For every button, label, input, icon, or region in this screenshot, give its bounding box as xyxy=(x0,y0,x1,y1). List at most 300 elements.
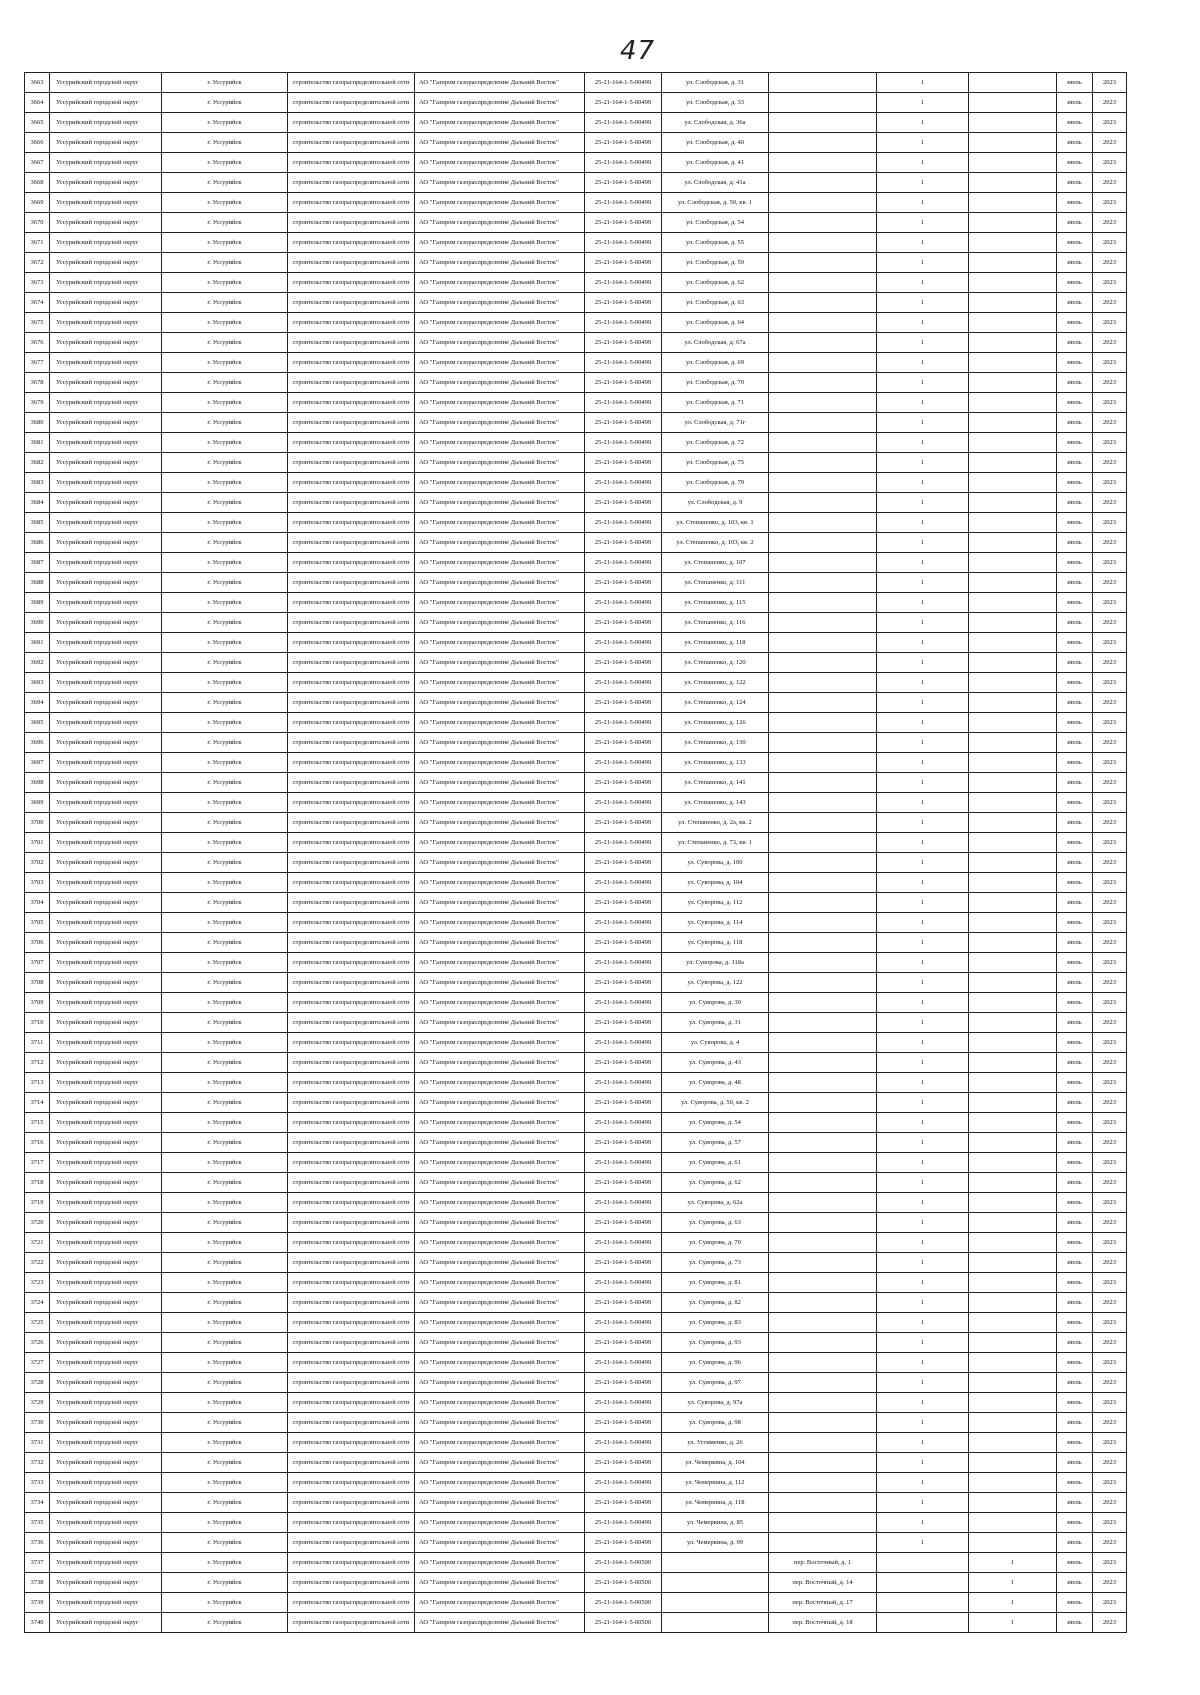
month-cell: июль xyxy=(1057,973,1093,993)
year-cell: 2023 xyxy=(1093,933,1127,953)
municipality-cell: Уссурийский городской округ xyxy=(50,813,162,833)
quantity-cell-alt xyxy=(969,213,1057,233)
settlement-cell: г. Уссурийск xyxy=(162,513,288,533)
table-row xyxy=(25,193,1127,213)
program-code-cell: 25-21-164-1-5-00499 xyxy=(585,1493,662,1513)
month-cell: июль xyxy=(1057,1333,1093,1353)
month-cell: июль xyxy=(1057,953,1093,973)
quantity-cell-alt xyxy=(969,753,1057,773)
quantity-cell: 1 xyxy=(877,1133,969,1153)
quantity-cell-alt xyxy=(969,1413,1057,1433)
work-type-cell: строительство газораспределительной сети xyxy=(288,553,415,573)
address-cell-alt xyxy=(769,213,877,233)
program-code-cell: 25-21-164-1-5-00499 xyxy=(585,173,662,193)
work-type-cell: строительство газораспределительной сети xyxy=(288,273,415,293)
row-number-cell: 3672 xyxy=(25,253,50,273)
quantity-cell: 1 xyxy=(877,733,969,753)
quantity-cell-alt xyxy=(969,253,1057,273)
quantity-cell-alt xyxy=(969,293,1057,313)
row-number-cell: 3694 xyxy=(25,693,50,713)
organization-cell: АО "Газпром газораспределение Дальний Восток" xyxy=(415,673,585,693)
settlement-cell: г. Уссурийск xyxy=(162,1393,288,1413)
year-cell: 2023 xyxy=(1093,313,1127,333)
settlement-cell: г. Уссурийск xyxy=(162,353,288,373)
quantity-cell-alt xyxy=(969,113,1057,133)
month-cell: июль xyxy=(1057,933,1093,953)
organization-cell: АО "Газпром газораспределение Дальний Восток" xyxy=(415,433,585,453)
quantity-cell-alt: 1 xyxy=(969,1553,1057,1573)
municipality-cell: Уссурийский городской округ xyxy=(50,433,162,453)
settlement-cell: г. Уссурийск xyxy=(162,1533,288,1553)
year-cell: 2023 xyxy=(1093,733,1127,753)
address-cell-alt xyxy=(769,813,877,833)
quantity-cell-alt: 1 xyxy=(969,1573,1057,1593)
work-type-cell: строительство газораспределительной сети xyxy=(288,1573,415,1593)
month-cell: июль xyxy=(1057,353,1093,373)
year-cell: 2023 xyxy=(1093,1453,1127,1473)
table-row xyxy=(25,513,1127,533)
municipality-cell: Уссурийский городской округ xyxy=(50,733,162,753)
table-row xyxy=(25,793,1127,813)
year-cell: 2023 xyxy=(1093,833,1127,853)
program-code-cell: 25-21-164-1-5-00499 xyxy=(585,473,662,493)
year-cell: 2023 xyxy=(1093,1233,1127,1253)
month-cell: июль xyxy=(1057,1053,1093,1073)
quantity-cell-alt xyxy=(969,473,1057,493)
address-cell: ул. Слободская, д. 41а xyxy=(662,173,769,193)
organization-cell: АО "Газпром газораспределение Дальний Восток" xyxy=(415,493,585,513)
row-number-cell: 3674 xyxy=(25,293,50,313)
month-cell: июль xyxy=(1057,1553,1093,1573)
municipality-cell: Уссурийский городской округ xyxy=(50,673,162,693)
year-cell: 2023 xyxy=(1093,453,1127,473)
month-cell: июль xyxy=(1057,153,1093,173)
settlement-cell: г. Уссурийск xyxy=(162,173,288,193)
settlement-cell: г. Уссурийск xyxy=(162,1133,288,1153)
settlement-cell: г. Уссурийск xyxy=(162,613,288,633)
year-cell: 2023 xyxy=(1093,1433,1127,1453)
work-type-cell: строительство газораспределительной сети xyxy=(288,73,415,93)
row-number-cell: 3708 xyxy=(25,973,50,993)
address-cell: ул. Слободская, д. 33 xyxy=(662,93,769,113)
quantity-cell-alt xyxy=(969,1073,1057,1093)
quantity-cell-alt xyxy=(969,1513,1057,1533)
settlement-cell: г. Уссурийск xyxy=(162,553,288,573)
address-cell xyxy=(662,1553,769,1573)
program-code-cell: 25-21-164-1-5-00499 xyxy=(585,633,662,653)
address-cell: ул. Суворова, д. 4 xyxy=(662,1033,769,1053)
row-number-cell: 3725 xyxy=(25,1313,50,1333)
address-cell: ул. Степаненко, д. 115 xyxy=(662,593,769,613)
table-row xyxy=(25,453,1127,473)
municipality-cell: Уссурийский городской округ xyxy=(50,773,162,793)
address-cell: ул. Чемеркина, д. 85 xyxy=(662,1513,769,1533)
quantity-cell-alt xyxy=(969,153,1057,173)
quantity-cell-alt xyxy=(969,1393,1057,1413)
settlement-cell: г. Уссурийск xyxy=(162,1233,288,1253)
month-cell: июль xyxy=(1057,1573,1093,1593)
table-row xyxy=(25,173,1127,193)
program-code-cell: 25-21-164-1-5-00499 xyxy=(585,453,662,473)
row-number-cell: 3673 xyxy=(25,273,50,293)
address-cell: ул. Суворова, д. 50, кв. 2 xyxy=(662,1093,769,1113)
row-number-cell: 3688 xyxy=(25,573,50,593)
settlement-cell: г. Уссурийск xyxy=(162,1453,288,1473)
program-code-cell: 25-21-164-1-5-00499 xyxy=(585,873,662,893)
address-cell-alt xyxy=(769,473,877,493)
municipality-cell: Уссурийский городской округ xyxy=(50,933,162,953)
address-cell-alt xyxy=(769,393,877,413)
work-type-cell: строительство газораспределительной сети xyxy=(288,493,415,513)
program-code-cell: 25-21-164-1-5-00499 xyxy=(585,793,662,813)
address-cell-alt xyxy=(769,373,877,393)
address-cell-alt xyxy=(769,593,877,613)
address-cell-alt xyxy=(769,933,877,953)
settlement-cell: г. Уссурийск xyxy=(162,833,288,853)
work-type-cell: строительство газораспределительной сети xyxy=(288,713,415,733)
table-row xyxy=(25,1313,1127,1333)
municipality-cell: Уссурийский городской округ xyxy=(50,533,162,553)
settlement-cell: г. Уссурийск xyxy=(162,753,288,773)
quantity-cell-alt xyxy=(969,733,1057,753)
quantity-cell-alt xyxy=(969,633,1057,653)
row-number-cell: 3689 xyxy=(25,593,50,613)
row-number-cell: 3670 xyxy=(25,213,50,233)
organization-cell: АО "Газпром газораспределение Дальний Восток" xyxy=(415,1593,585,1613)
quantity-cell-alt xyxy=(969,173,1057,193)
address-cell: ул. Слободская, д. 69 xyxy=(662,353,769,373)
work-type-cell: строительство газораспределительной сети xyxy=(288,1393,415,1413)
register-table-body xyxy=(25,73,1127,1633)
address-cell: ул. Суворова, д. 70 xyxy=(662,1233,769,1253)
address-cell-alt xyxy=(769,1173,877,1193)
year-cell: 2023 xyxy=(1093,613,1127,633)
work-type-cell: строительство газораспределительной сети xyxy=(288,1313,415,1333)
work-type-cell: строительство газораспределительной сети xyxy=(288,533,415,553)
municipality-cell: Уссурийский городской округ xyxy=(50,1133,162,1153)
quantity-cell: 1 xyxy=(877,453,969,473)
program-code-cell: 25-21-164-1-5-00499 xyxy=(585,513,662,533)
address-cell: ул. Слободская, д. 64 xyxy=(662,313,769,333)
row-number-cell: 3664 xyxy=(25,93,50,113)
row-number-cell: 3739 xyxy=(25,1593,50,1613)
quantity-cell-alt xyxy=(969,793,1057,813)
table-row xyxy=(25,1173,1127,1193)
table-row xyxy=(25,1013,1127,1033)
address-cell-alt xyxy=(769,853,877,873)
address-cell-alt xyxy=(769,313,877,333)
quantity-cell: 1 xyxy=(877,273,969,293)
settlement-cell: г. Уссурийск xyxy=(162,653,288,673)
address-cell-alt xyxy=(769,873,877,893)
address-cell: ул. Степаненко, д. 103, кв. 2 xyxy=(662,533,769,553)
year-cell: 2023 xyxy=(1093,173,1127,193)
settlement-cell: г. Уссурийск xyxy=(162,193,288,213)
quantity-cell: 1 xyxy=(877,1473,969,1493)
quantity-cell-alt xyxy=(969,493,1057,513)
row-number-cell: 3679 xyxy=(25,393,50,413)
month-cell: июль xyxy=(1057,753,1093,773)
address-cell: ул. Суворова, д. 81 xyxy=(662,1273,769,1293)
settlement-cell: г. Уссурийск xyxy=(162,1313,288,1333)
organization-cell: АО "Газпром газораспределение Дальний Восток" xyxy=(415,793,585,813)
month-cell: июль xyxy=(1057,93,1093,113)
address-cell-alt xyxy=(769,1273,877,1293)
work-type-cell: строительство газораспределительной сети xyxy=(288,393,415,413)
table-row xyxy=(25,1193,1127,1213)
settlement-cell: г. Уссурийск xyxy=(162,253,288,273)
month-cell: июль xyxy=(1057,1373,1093,1393)
year-cell: 2023 xyxy=(1093,93,1127,113)
quantity-cell: 1 xyxy=(877,73,969,93)
settlement-cell: г. Уссурийск xyxy=(162,1373,288,1393)
organization-cell: АО "Газпром газораспределение Дальний Восток" xyxy=(415,1033,585,1053)
address-cell: ул. Степаненко, д. 124 xyxy=(662,693,769,713)
table-row xyxy=(25,93,1127,113)
address-cell-alt xyxy=(769,1333,877,1353)
address-cell-alt xyxy=(769,1253,877,1273)
row-number-cell: 3713 xyxy=(25,1073,50,1093)
address-cell: ул. Слободская, д. 9 xyxy=(662,493,769,513)
work-type-cell: строительство газораспределительной сети xyxy=(288,1353,415,1373)
row-number-cell: 3691 xyxy=(25,633,50,653)
quantity-cell-alt xyxy=(969,933,1057,953)
table-row xyxy=(25,253,1127,273)
organization-cell: АО "Газпром газораспределение Дальний Восток" xyxy=(415,1353,585,1373)
month-cell: июль xyxy=(1057,1533,1093,1553)
address-cell: ул. Степаненко, д. 116 xyxy=(662,613,769,633)
address-cell: ул. Слободская, д. 72 xyxy=(662,433,769,453)
address-cell: ул. Суворова, д. 97 xyxy=(662,1373,769,1393)
settlement-cell: г. Уссурийск xyxy=(162,593,288,613)
program-code-cell: 25-21-164-1-5-00499 xyxy=(585,293,662,313)
municipality-cell: Уссурийский городской округ xyxy=(50,553,162,573)
month-cell: июль xyxy=(1057,1313,1093,1333)
month-cell: июль xyxy=(1057,1293,1093,1313)
month-cell: июль xyxy=(1057,573,1093,593)
table-row xyxy=(25,913,1127,933)
quantity-cell: 1 xyxy=(877,553,969,573)
month-cell: июль xyxy=(1057,513,1093,533)
address-cell-alt xyxy=(769,913,877,933)
organization-cell: АО "Газпром газораспределение Дальний Восток" xyxy=(415,913,585,933)
work-type-cell: строительство газораспределительной сети xyxy=(288,1113,415,1133)
municipality-cell: Уссурийский городской округ xyxy=(50,1093,162,1113)
program-code-cell: 25-21-164-1-5-00499 xyxy=(585,533,662,553)
program-code-cell: 25-21-164-1-5-00499 xyxy=(585,713,662,733)
municipality-cell: Уссурийский городской округ xyxy=(50,1493,162,1513)
organization-cell: АО "Газпром газораспределение Дальний Восток" xyxy=(415,693,585,713)
quantity-cell-alt xyxy=(969,1013,1057,1033)
row-number-cell: 3716 xyxy=(25,1133,50,1153)
settlement-cell: г. Уссурийск xyxy=(162,1273,288,1293)
quantity-cell-alt xyxy=(969,1093,1057,1113)
table-row xyxy=(25,833,1127,853)
address-cell: ул. Степаненко, д. 126 xyxy=(662,713,769,733)
address-cell-alt xyxy=(769,413,877,433)
row-number-cell: 3733 xyxy=(25,1473,50,1493)
program-code-cell: 25-21-164-1-5-00499 xyxy=(585,1073,662,1093)
year-cell: 2023 xyxy=(1093,1153,1127,1173)
address-cell-alt xyxy=(769,433,877,453)
organization-cell: АО "Газпром газораспределение Дальний Восток" xyxy=(415,1373,585,1393)
row-number-cell: 3707 xyxy=(25,953,50,973)
settlement-cell: г. Уссурийск xyxy=(162,1073,288,1093)
address-cell-alt xyxy=(769,1473,877,1493)
organization-cell: АО "Газпром газораспределение Дальний Восток" xyxy=(415,533,585,553)
address-cell: ул. Чемеркина, д. 118 xyxy=(662,1493,769,1513)
organization-cell: АО "Газпром газораспределение Дальний Восток" xyxy=(415,1193,585,1213)
month-cell: июль xyxy=(1057,593,1093,613)
year-cell: 2023 xyxy=(1093,593,1127,613)
year-cell: 2023 xyxy=(1093,1073,1127,1093)
month-cell: июль xyxy=(1057,1093,1093,1113)
quantity-cell: 1 xyxy=(877,233,969,253)
row-number-cell: 3692 xyxy=(25,653,50,673)
month-cell: июль xyxy=(1057,1473,1093,1493)
work-type-cell: строительство газораспределительной сети xyxy=(288,1613,415,1633)
row-number-cell: 3724 xyxy=(25,1293,50,1313)
work-type-cell: строительство газораспределительной сети xyxy=(288,1473,415,1493)
program-code-cell: 25-21-164-1-5-00499 xyxy=(585,753,662,773)
municipality-cell: Уссурийский городской округ xyxy=(50,473,162,493)
municipality-cell: Уссурийский городской округ xyxy=(50,73,162,93)
year-cell: 2023 xyxy=(1093,1013,1127,1033)
table-row xyxy=(25,1613,1127,1633)
row-number-cell: 3690 xyxy=(25,613,50,633)
organization-cell: АО "Газпром газораспределение Дальний Восток" xyxy=(415,273,585,293)
program-code-cell: 25-21-164-1-5-00499 xyxy=(585,373,662,393)
settlement-cell: г. Уссурийск xyxy=(162,453,288,473)
work-type-cell: строительство газораспределительной сети xyxy=(288,653,415,673)
year-cell: 2023 xyxy=(1093,1473,1127,1493)
year-cell: 2023 xyxy=(1093,1113,1127,1133)
table-row xyxy=(25,313,1127,333)
address-cell: ул. Степаненко, д. 120 xyxy=(662,653,769,673)
program-code-cell: 25-21-164-1-5-00499 xyxy=(585,933,662,953)
address-cell-alt xyxy=(769,693,877,713)
year-cell: 2023 xyxy=(1093,473,1127,493)
quantity-cell: 1 xyxy=(877,433,969,453)
organization-cell: АО "Газпром газораспределение Дальний Восток" xyxy=(415,453,585,473)
address-cell-alt xyxy=(769,513,877,533)
month-cell: июль xyxy=(1057,773,1093,793)
month-cell: июль xyxy=(1057,413,1093,433)
program-code-cell: 25-21-164-1-5-00499 xyxy=(585,1453,662,1473)
table-row xyxy=(25,933,1127,953)
organization-cell: АО "Газпром газораспределение Дальний Восток" xyxy=(415,93,585,113)
quantity-cell-alt xyxy=(969,1113,1057,1133)
quantity-cell-alt xyxy=(969,1373,1057,1393)
year-cell: 2023 xyxy=(1093,1133,1127,1153)
quantity-cell: 1 xyxy=(877,1453,969,1473)
year-cell: 2023 xyxy=(1093,1573,1127,1593)
work-type-cell: строительство газораспределительной сети xyxy=(288,833,415,853)
address-cell-alt xyxy=(769,233,877,253)
settlement-cell: г. Уссурийск xyxy=(162,733,288,753)
organization-cell: АО "Газпром газораспределение Дальний Восток" xyxy=(415,1313,585,1333)
address-cell: ул. Суворова, д. 118а xyxy=(662,953,769,973)
address-cell-alt xyxy=(769,1233,877,1253)
quantity-cell: 1 xyxy=(877,1173,969,1193)
row-number-cell: 3738 xyxy=(25,1573,50,1593)
table-row xyxy=(25,1413,1127,1433)
row-number-cell: 3677 xyxy=(25,353,50,373)
program-code-cell: 25-21-164-1-5-00499 xyxy=(585,1313,662,1333)
year-cell: 2023 xyxy=(1093,1173,1127,1193)
year-cell: 2023 xyxy=(1093,273,1127,293)
address-cell: ул. Степаненко, д. 130 xyxy=(662,733,769,753)
table-row xyxy=(25,353,1127,373)
table-row xyxy=(25,1553,1127,1573)
municipality-cell: Уссурийский городской округ xyxy=(50,1013,162,1033)
table-row xyxy=(25,1333,1127,1353)
quantity-cell: 1 xyxy=(877,1213,969,1233)
organization-cell: АО "Газпром газораспределение Дальний Восток" xyxy=(415,1453,585,1473)
address-cell: ул. Слободская, д. 41 xyxy=(662,153,769,173)
settlement-cell: г. Уссурийск xyxy=(162,1193,288,1213)
quantity-cell-alt xyxy=(969,613,1057,633)
organization-cell: АО "Газпром газораспределение Дальний Восток" xyxy=(415,1293,585,1313)
year-cell: 2023 xyxy=(1093,133,1127,153)
quantity-cell: 1 xyxy=(877,293,969,313)
month-cell: июль xyxy=(1057,233,1093,253)
month-cell: июль xyxy=(1057,793,1093,813)
settlement-cell: г. Уссурийск xyxy=(162,1053,288,1073)
row-number-cell: 3665 xyxy=(25,113,50,133)
municipality-cell: Уссурийский городской округ xyxy=(50,393,162,413)
month-cell: июль xyxy=(1057,493,1093,513)
work-type-cell: строительство газораспределительной сети xyxy=(288,1033,415,1053)
quantity-cell-alt xyxy=(969,673,1057,693)
quantity-cell: 1 xyxy=(877,1073,969,1093)
row-number-cell: 3719 xyxy=(25,1193,50,1213)
settlement-cell: г. Уссурийск xyxy=(162,293,288,313)
quantity-cell: 1 xyxy=(877,653,969,673)
month-cell: июль xyxy=(1057,433,1093,453)
address-cell: ул. Степаненко, д. 133 xyxy=(662,753,769,773)
quantity-cell: 1 xyxy=(877,193,969,213)
address-cell-alt xyxy=(769,453,877,473)
quantity-cell-alt xyxy=(969,893,1057,913)
table-row xyxy=(25,1533,1127,1553)
year-cell: 2023 xyxy=(1093,973,1127,993)
municipality-cell: Уссурийский городской округ xyxy=(50,853,162,873)
row-number-cell: 3702 xyxy=(25,853,50,873)
work-type-cell: строительство газораспределительной сети xyxy=(288,893,415,913)
table-row xyxy=(25,613,1127,633)
address-cell-alt xyxy=(769,493,877,513)
year-cell: 2023 xyxy=(1093,353,1127,373)
settlement-cell: г. Уссурийск xyxy=(162,873,288,893)
municipality-cell: Уссурийский городской округ xyxy=(50,1553,162,1573)
quantity-cell-alt xyxy=(969,233,1057,253)
settlement-cell: г. Уссурийск xyxy=(162,1173,288,1193)
quantity-cell-alt xyxy=(969,1533,1057,1553)
month-cell: июль xyxy=(1057,1193,1093,1213)
address-cell-alt xyxy=(769,673,877,693)
settlement-cell: г. Уссурийск xyxy=(162,1413,288,1433)
year-cell: 2023 xyxy=(1093,373,1127,393)
row-number-cell: 3671 xyxy=(25,233,50,253)
organization-cell: АО "Газпром газораспределение Дальний Восток" xyxy=(415,633,585,653)
row-number-cell: 3668 xyxy=(25,173,50,193)
municipality-cell: Уссурийский городской округ xyxy=(50,93,162,113)
address-cell-alt xyxy=(769,1113,877,1133)
month-cell: июль xyxy=(1057,993,1093,1013)
municipality-cell: Уссурийский городской округ xyxy=(50,993,162,1013)
municipality-cell: Уссурийский городской округ xyxy=(50,313,162,333)
